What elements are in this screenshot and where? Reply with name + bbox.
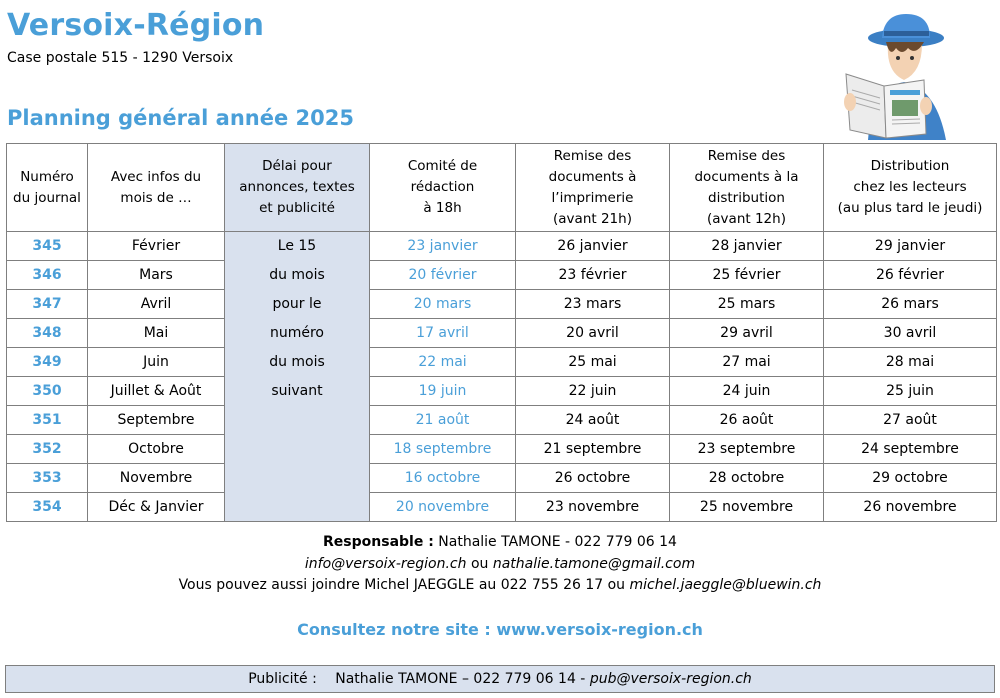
email-line <box>0 556 1000 572</box>
remise-date: 27 mai <box>670 348 824 377</box>
comite-date: 20 novembre <box>370 493 516 522</box>
month-cell: Novembre <box>88 464 225 493</box>
deadline-cell: Le 15 du mois pour le numéro du mois suivant <box>225 232 370 522</box>
table-row <box>7 261 997 290</box>
comite-date: 19 juin <box>370 377 516 406</box>
comite-date: 21 août <box>370 406 516 435</box>
pub-email-link[interactable]: pub@versoix-region.ch <box>589 671 752 687</box>
newspaper-reader-illustration-icon <box>838 10 962 140</box>
email-separator: ou <box>470 556 489 572</box>
distribution-date: 27 août <box>824 406 997 435</box>
imprimerie-date: 25 mai <box>516 348 670 377</box>
issue-number: 354 <box>7 493 88 522</box>
header-distribution: Distribution chez les lecteurs (au plus tard le jeudi) <box>824 144 997 232</box>
header-infos: Avec infos du mois de … <box>88 144 225 232</box>
header-imprimerie: Remise des documents à l’imprimerie (avant 21h) <box>516 144 670 232</box>
table-row <box>7 290 997 319</box>
month-cell: Mai <box>88 319 225 348</box>
distribution-date: 25 juin <box>824 377 997 406</box>
month-cell: Avril <box>88 290 225 319</box>
issue-number: 346 <box>7 261 88 290</box>
contact-text: Vous pouvez aussi joindre Michel JAEGGLE au 022 755 26 17 ou <box>178 577 626 593</box>
remise-date: 24 juin <box>670 377 824 406</box>
email-michel-link[interactable]: michel.jaeggle@bluewin.ch <box>629 577 822 593</box>
month-cell: Septembre <box>88 406 225 435</box>
remise-date: 25 février <box>670 261 824 290</box>
distribution-date: 29 octobre <box>824 464 997 493</box>
responsable-label: Responsable : <box>323 534 434 550</box>
table-row <box>7 464 997 493</box>
table-row <box>7 319 997 348</box>
table-row <box>7 493 997 522</box>
header-delai: Délai pour annonces, textes et publicité <box>225 144 370 232</box>
table-row <box>7 377 997 406</box>
issue-number: 350 <box>7 377 88 406</box>
header-comite: Comité de rédaction à 18h <box>370 144 516 232</box>
issue-number: 347 <box>7 290 88 319</box>
header-numero: Numéro du journal <box>7 144 88 232</box>
imprimerie-date: 24 août <box>516 406 670 435</box>
table-row <box>7 435 997 464</box>
table-row <box>7 348 997 377</box>
distribution-date: 26 novembre <box>824 493 997 522</box>
header-remise-distribution: Remise des documents à la distribution (avant 12h) <box>670 144 824 232</box>
pub-label: Publicité : <box>248 671 317 687</box>
issue-number: 352 <box>7 435 88 464</box>
remise-date: 28 octobre <box>670 464 824 493</box>
imprimerie-date: 23 mars <box>516 290 670 319</box>
email-info-link[interactable]: info@versoix-region.ch <box>304 556 467 572</box>
month-cell: Juin <box>88 348 225 377</box>
website-link[interactable]: Consultez notre site : www.versoix-region.ch <box>297 620 703 639</box>
imprimerie-date: 20 avril <box>516 319 670 348</box>
issue-number: 345 <box>7 232 88 261</box>
pub-value: Nathalie TAMONE – 022 779 06 14 - <box>335 671 586 687</box>
distribution-date: 29 janvier <box>824 232 997 261</box>
month-cell: Février <box>88 232 225 261</box>
issue-number: 353 <box>7 464 88 493</box>
imprimerie-date: 26 janvier <box>516 232 670 261</box>
distribution-date: 30 avril <box>824 319 997 348</box>
comite-date: 23 janvier <box>370 232 516 261</box>
remise-date: 26 août <box>670 406 824 435</box>
issue-number: 348 <box>7 319 88 348</box>
email-nathalie-link[interactable]: nathalie.tamone@gmail.com <box>492 556 696 572</box>
month-cell: Mars <box>88 261 225 290</box>
month-cell: Juillet & Août <box>88 377 225 406</box>
comite-date: 20 mars <box>370 290 516 319</box>
month-cell: Octobre <box>88 435 225 464</box>
imprimerie-date: 23 février <box>516 261 670 290</box>
brand-title: Versoix-Région <box>7 8 265 43</box>
issue-number: 351 <box>7 406 88 435</box>
page-subtitle: Planning général année 2025 <box>7 106 354 130</box>
issue-number: 349 <box>7 348 88 377</box>
distribution-date: 26 mars <box>824 290 997 319</box>
month-cell: Déc & Janvier <box>88 493 225 522</box>
remise-date: 25 novembre <box>670 493 824 522</box>
planning-table <box>6 143 997 522</box>
comite-date: 17 avril <box>370 319 516 348</box>
remise-date: 23 septembre <box>670 435 824 464</box>
distribution-date: 26 février <box>824 261 997 290</box>
imprimerie-date: 21 septembre <box>516 435 670 464</box>
contact-line <box>0 577 1000 593</box>
remise-date: 29 avril <box>670 319 824 348</box>
comite-date: 20 février <box>370 261 516 290</box>
table-header-row <box>7 144 997 232</box>
comite-date: 18 septembre <box>370 435 516 464</box>
distribution-date: 28 mai <box>824 348 997 377</box>
publicite-bar <box>5 665 995 693</box>
remise-date: 25 mars <box>670 290 824 319</box>
distribution-date: 24 septembre <box>824 435 997 464</box>
imprimerie-date: 22 juin <box>516 377 670 406</box>
table-row <box>7 406 997 435</box>
postal-address: Case postale 515 - 1290 Versoix <box>7 50 234 66</box>
imprimerie-date: 26 octobre <box>516 464 670 493</box>
table-row <box>7 232 997 261</box>
comite-date: 22 mai <box>370 348 516 377</box>
responsable-line <box>0 534 1000 550</box>
comite-date: 16 octobre <box>370 464 516 493</box>
remise-date: 28 janvier <box>670 232 824 261</box>
responsable-value: Nathalie TAMONE - 022 779 06 14 <box>438 534 677 550</box>
imprimerie-date: 23 novembre <box>516 493 670 522</box>
